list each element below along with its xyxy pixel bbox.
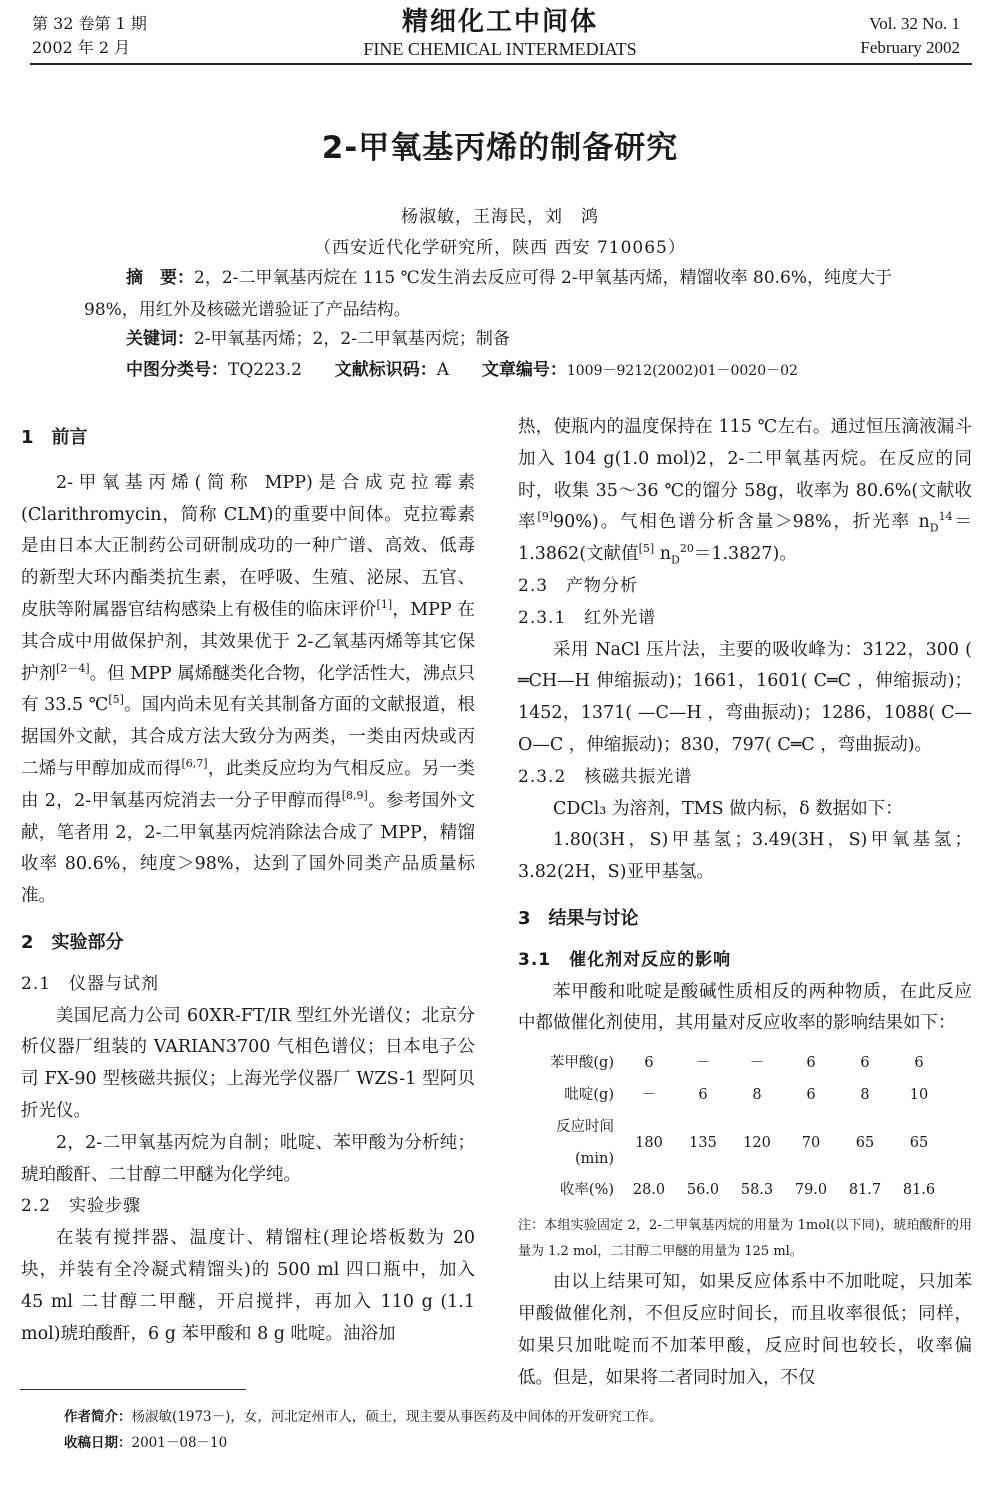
header-volume-issue: 第 32 卷第 1 期 — [32, 14, 147, 33]
keywords-label: 关键词： — [126, 329, 194, 349]
table-cell: 6 — [860, 1055, 870, 1072]
table-cell: 56.0 — [686, 1182, 720, 1199]
header-date-cn: 2002 年 2 月 — [32, 38, 131, 57]
received-date-text: 2001－08－10 — [131, 1435, 228, 1451]
table-cell: 120 — [743, 1134, 771, 1151]
reagents-paragraph: 2，2-二甲氧基丙烷为自制；吡啶、苯甲酸为分析纯；琥珀酸酐、二甘醇二甲醚为化学纯。 — [21, 1132, 475, 1185]
section-3-heading: 3 结果与讨论 — [518, 907, 639, 929]
table-note: 注：本组实验固定 2，2-二甲氧基丙烷的用量为 1mol(以下同)，琥珀酸酐的用量为 1.2 mol，二甘醇二甲醚的用量为 125 ml。 — [518, 1218, 972, 1260]
nmr-data: 1.80(3H，S)甲基氢；3.49(3H，S)甲氧基氢；3.82(2H，S)亚甲基氢。 — [518, 830, 972, 883]
header-volume-en — [860, 12, 960, 60]
table-cell: 58.3 — [740, 1182, 774, 1199]
table-row-label: 收率(%) — [559, 1182, 614, 1199]
section-2-3-heading: 2.3 产物分析 — [518, 575, 639, 596]
doc-code-label: 文献标识码： — [334, 360, 437, 380]
table-row — [518, 1080, 946, 1112]
author-bio — [64, 1406, 662, 1428]
abstract-label: 摘 要： — [126, 268, 194, 288]
ref-5: [5] — [108, 693, 124, 707]
clc-label: 中图分类号： — [126, 360, 228, 380]
classification — [126, 356, 798, 385]
table-cell: 81.6 — [902, 1182, 936, 1199]
intro-paragraph: 2-甲氧基丙烯(简称 MPP)是合成克拉霉素(Clarithromycin，简称 CLM)的重要中间体。克拉霉素是由日本大正制药公司研制成功的一种广谱、高效、低毒的新型大环内酯类抗生素，在呼吸、生殖、泌尿、五官、皮肤等附属器官结构感染上有极佳的临床评价[1]，MPP 在其合成中用做保护剂，其效果优于 2-乙氧基丙烯等其它保护剂[2－4]。但 MPP 属烯醚类化合物，化学活性大，沸点只有 33.5 ℃[5]。国内尚未见有关其制备方面的文献报道，根据国外文献，其合成方法大致分为两类，一类由丙炔或丙二烯与甲醇加成而得[6,7]，此类反应均为气相反应。另一类由 2，2-甲氧基丙烷消去一分子甲醇而得[8,9]。参考国外文献，笔者用 2，2-二甲氧基丙烷消除法合成了 MPP，精馏收率 80.6%，纯度＞98%，达到了国外同类产品质量标准。 — [21, 472, 476, 907]
table-cell: 6 — [644, 1055, 654, 1072]
table-cell: 8 — [860, 1086, 870, 1103]
table-cell: 10 — [909, 1086, 929, 1103]
journal-name-en: FINE CHEMICAL INTERMEDIATS — [363, 39, 637, 59]
catalyst-paragraph: 苯甲酸和吡啶是酸碱性质相反的两种物质，在此反应中都做催化剂使用，其用量对反应收率的影响结果如下： — [518, 981, 972, 1034]
received-date-label: 收稿日期： — [64, 1435, 132, 1451]
table-cell: － — [695, 1055, 711, 1072]
ref-6-7: [6,7] — [181, 757, 208, 771]
section-2-3-2-heading: 2.3.2 核磁共振光谱 — [518, 766, 693, 787]
author-bio-text: 杨淑敏(1973－)，女，河北定州市人，硕士，现主要从事医药及中间体的开发研究工作。 — [131, 1409, 663, 1425]
left-column — [21, 422, 475, 1350]
table-cell: 6 — [698, 1086, 708, 1103]
procedure-continued: 热，使瓶内的温度保持在 115 ℃左右。通过恒压滴液漏斗加入 104 g(1.0 mol)2，2-二甲氧基丙烷。在反应的同时，收集 35～36 ℃的馏分 58g，收率为 80.6%(文献收率[9]90%)。气相色谱分析含量＞98%，折光率 $n_D^{14}=1.3862$(文献值[5] $n_D^{20}=1.3827$)。 — [518, 417, 973, 567]
author-bio-label: 作者简介： — [64, 1409, 132, 1425]
authors: 杨淑敏，王海民，刘 鸿 — [401, 207, 599, 227]
table-cell: 180 — [635, 1134, 663, 1151]
section-2-heading: 2 实验部分 — [21, 931, 124, 953]
table-cell: 70 — [801, 1134, 821, 1151]
table-cell: 6 — [914, 1055, 924, 1072]
article-number-label: 文章编号： — [481, 360, 567, 380]
nmr-paragraph: CDCl₃ 为溶剂，TMS 做内标，δ 数据如下： — [553, 798, 903, 819]
section-2-1-heading: 2.1 仪器与试剂 — [21, 973, 160, 994]
procedure-paragraph: 在装有搅拌器、温度计、精馏柱(理论塔板数为 20 块，并装有全冷凝式精馏头)的 500 ml 四口瓶中，加入 45 ml 二甘醇二甲醚，开启搅拌，再加入 110 g (1.1 mol)琥珀酸酐，6 g 苯甲酸和 8 g 吡啶。油浴加 — [21, 1228, 475, 1344]
section-2-3-1-heading: 2.3.1 红外光谱 — [518, 607, 657, 628]
table-cell: 6 — [806, 1055, 816, 1072]
results-paragraph: 由以上结果可知，如果反应体系中不加吡啶，只加苯甲酸做催化剂，不但反应时间长，而且收率很低；同样，如果只加吡啶而不加苯甲酸，反应时间也较长，收率偏低。但是，如果将二者同时加入，不仅 — [518, 1272, 972, 1388]
ref-8-9: [8,9] — [341, 788, 368, 802]
table-row-label: 苯甲酸(g) — [549, 1055, 614, 1072]
footnote-rule — [20, 1389, 246, 1390]
table-row — [518, 1112, 946, 1176]
ref-5b: [5] — [638, 542, 655, 556]
section-1-heading: 1 前言 — [21, 427, 88, 448]
table-row-label: 吡啶(g) — [564, 1086, 614, 1103]
ref-2-4: [2－4] — [56, 661, 90, 675]
table-cell: 81.7 — [848, 1182, 882, 1199]
ir-paragraph: 采用 NaCl 压片法，主要的吸收峰为：3122，300 ( ═CH—H 伸缩振动)；1661，1601( C═C ，伸缩振动)；1452，1371( —C—H ，弯曲振动)；1286，1088( C—O—C ，伸缩振动)；830，797( C═C ，弯曲振动)。 — [518, 639, 972, 755]
section-3-1-heading: 3.1 催化剂对反应的影响 — [518, 949, 732, 970]
paper-title: 2-甲氧基丙烯的制备研究 — [321, 130, 679, 166]
affiliation: （西安近代化学研究所，陕西 西安 710065） — [314, 238, 686, 258]
keywords — [126, 325, 510, 353]
table-cell: 79.0 — [794, 1182, 828, 1199]
table-cell: 65 — [909, 1134, 929, 1151]
header-date-en: February 2002 — [860, 38, 960, 57]
table-row — [518, 1175, 946, 1207]
header-volume-cn — [32, 12, 147, 60]
catalyst-table — [518, 1048, 946, 1207]
table-cell: 8 — [752, 1086, 762, 1103]
journal-name-cn: 精细化工中间体 — [401, 7, 598, 37]
section-2-2-heading: 2.2 实验步骤 — [21, 1196, 142, 1217]
table-row-label: 反应时间(min) — [556, 1118, 614, 1167]
instruments-paragraph: 美国尼高力公司 60XR-FT/IR 型红外光谱仪；北京分析仪器厂组装的 VARIAN3700 气相色谱仪；日本电子公司 FX-90 型核磁共振仪；上海光学仪器厂 WZS-1 型阿贝折光仪。 — [21, 1005, 475, 1121]
table-cell: 65 — [855, 1134, 875, 1151]
table-cell: 135 — [689, 1134, 717, 1151]
journal-title — [300, 6, 700, 60]
table-cell: 6 — [806, 1086, 816, 1103]
abstract-text: 2，2-二甲氧基丙烷在 115 ℃发生消去反应可得 2-甲氧基丙烯，精馏收率 80.6%，纯度大于 98%，用红外及核磁光谱验证了产品结构。 — [84, 268, 893, 320]
keywords-text: 2-甲氧基丙烯；2，2-二甲氧基丙烷；制备 — [194, 329, 510, 349]
header-rule — [30, 63, 972, 65]
table-row — [518, 1048, 946, 1080]
table-cell: 28.0 — [632, 1182, 666, 1199]
received-date — [64, 1432, 227, 1454]
clc-value: TQ223.2 — [228, 360, 302, 380]
ref-1: [1] — [376, 598, 393, 612]
abstract — [84, 262, 940, 326]
right-column — [518, 412, 972, 1394]
header-volume-issue-en: Vol. 32 No. 1 — [869, 14, 960, 33]
article-number-value: 1009－9212(2002)01－0020－02 — [566, 363, 798, 379]
table-cell: － — [749, 1055, 765, 1072]
ref-9: [9] — [537, 510, 553, 524]
table-cell: － — [641, 1086, 657, 1103]
doc-code-value: A — [436, 360, 450, 380]
